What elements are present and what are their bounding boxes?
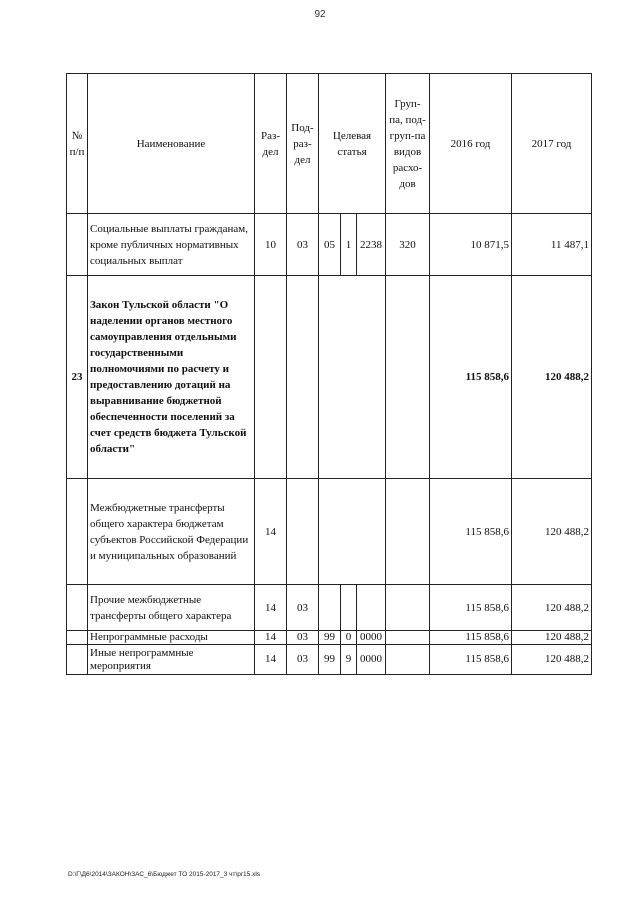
row-num: [67, 645, 88, 675]
row-expense-group: 320: [386, 214, 430, 276]
row-target-direction: 0000: [357, 631, 386, 645]
row-value-2017: 120 488,2: [512, 479, 592, 585]
row-target-subprogram: 9: [341, 645, 357, 675]
row-value-2017: 11 487,1: [512, 214, 592, 276]
row-value-2016: 10 871,5: [430, 214, 512, 276]
row-value-2017: 120 488,2: [512, 585, 592, 631]
header-name: Наименование: [88, 74, 255, 214]
header-podrazdel: Под-раз-дел: [287, 74, 319, 214]
row-target-article: [319, 479, 386, 585]
row-num: [67, 214, 88, 276]
row-target-direction: 0000: [357, 645, 386, 675]
header-razdel: Раз-дел: [255, 74, 287, 214]
row-target-direction: [357, 585, 386, 631]
table-row: [67, 276, 592, 479]
header-expense-group: Груп-па, под-груп-па видов расхо-дов: [386, 74, 430, 214]
row-num: 23: [67, 276, 88, 479]
header-num: № п/п: [67, 74, 88, 214]
row-value-2016: 115 858,6: [430, 276, 512, 479]
row-razdel: 10: [255, 214, 287, 276]
row-target-subprogram: 0: [341, 631, 357, 645]
row-name: Закон Тульской области "О наделении органов местного самоуправления отдельными государственными полномочиями по расчету и предоставлению дотаций на выравнивание бюджетной обеспеченности поселений за счет средств бюджета Тульской области": [88, 276, 255, 479]
table-row: [67, 645, 592, 675]
table-row: [67, 585, 592, 631]
row-num: [67, 585, 88, 631]
row-num: [67, 479, 88, 585]
row-podrazdel: [287, 276, 319, 479]
row-value-2016: 115 858,6: [430, 479, 512, 585]
row-value-2016: 115 858,6: [430, 645, 512, 675]
row-expense-group: [386, 631, 430, 645]
row-name: Межбюджетные трансферты общего характера бюджетам субъектов Российской Федерации и муниципальных образований: [88, 479, 255, 585]
table-row: [67, 479, 592, 585]
row-target-program: 99: [319, 645, 341, 675]
row-target-article: [319, 276, 386, 479]
row-name: Прочие межбюджетные трансферты общего характера: [88, 585, 255, 631]
row-target-direction: 2238: [357, 214, 386, 276]
row-target-program: 99: [319, 631, 341, 645]
row-expense-group: [386, 645, 430, 675]
budget-table: [66, 73, 592, 675]
row-name: Иные непрограммные мероприятия: [88, 645, 255, 675]
row-num: [67, 631, 88, 645]
row-podrazdel: [287, 479, 319, 585]
row-value-2017: 120 488,2: [512, 645, 592, 675]
row-name: Социальные выплаты гражданам, кроме публичных нормативных социальных выплат: [88, 214, 255, 276]
row-podrazdel: 03: [287, 631, 319, 645]
footer-file-path: D:\Г\Д6\2014\ЗАКОН\ЗАС_6\Бюджет ТО 2015-2017_3 чт\pr15.xls: [68, 871, 261, 878]
row-razdel: 14: [255, 585, 287, 631]
row-target-program: 05: [319, 214, 341, 276]
row-value-2016: 115 858,6: [430, 585, 512, 631]
row-value-2016: 115 858,6: [430, 631, 512, 645]
row-target-program: [319, 585, 341, 631]
row-razdel: 14: [255, 631, 287, 645]
row-razdel: 14: [255, 645, 287, 675]
row-razdel: 14: [255, 479, 287, 585]
row-podrazdel: 03: [287, 645, 319, 675]
row-razdel: [255, 276, 287, 479]
header-row: [67, 74, 592, 214]
row-expense-group: [386, 276, 430, 479]
table-row: [67, 631, 592, 645]
header-2017: 2017 год: [512, 74, 592, 214]
row-value-2017: 120 488,2: [512, 276, 592, 479]
row-target-subprogram: [341, 585, 357, 631]
row-target-subprogram: 1: [341, 214, 357, 276]
row-expense-group: [386, 479, 430, 585]
row-name: Непрограммные расходы: [88, 631, 255, 645]
row-expense-group: [386, 585, 430, 631]
header-2016: 2016 год: [430, 74, 512, 214]
row-podrazdel: 03: [287, 214, 319, 276]
page-number: 92: [314, 9, 326, 20]
row-podrazdel: 03: [287, 585, 319, 631]
header-target-article: Целевая статья: [319, 74, 386, 214]
table-row: [67, 214, 592, 276]
row-value-2017: 120 488,2: [512, 631, 592, 645]
